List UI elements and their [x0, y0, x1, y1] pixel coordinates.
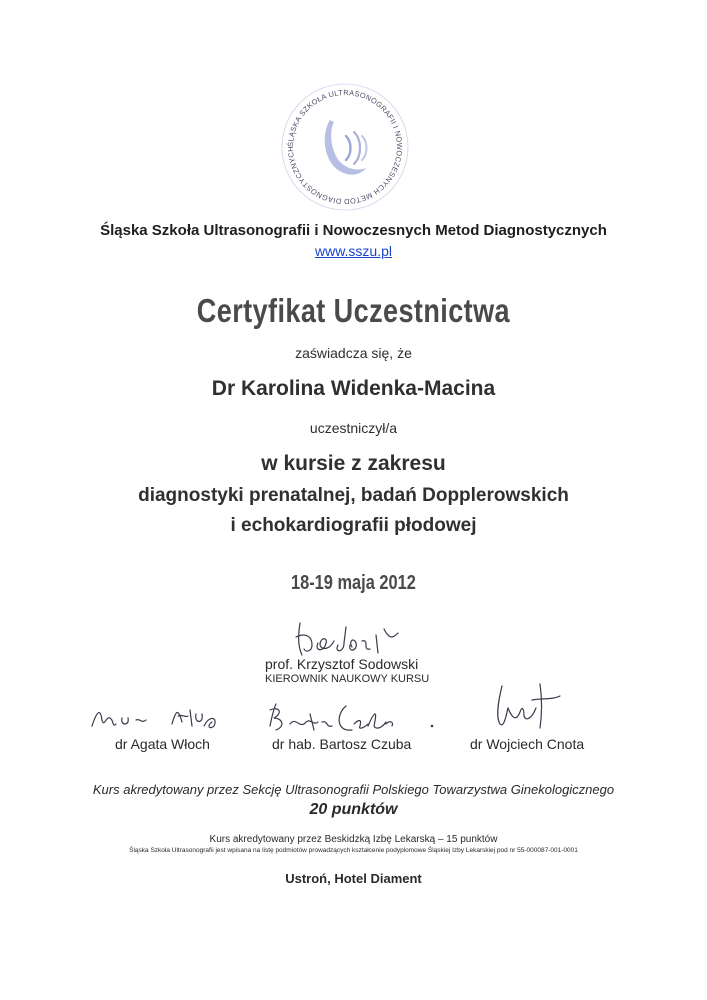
certificate-title: Certyfikat Uczestnictwa: [196, 292, 511, 329]
accreditation-points: 20 punktów: [309, 801, 398, 818]
head-signatory-name: prof. Krzysztof Sodowski: [265, 656, 419, 672]
accreditation-text: Kurs akredytowany przez Sekcję Ultrasonografii Polskiego Towarzystwa Ginekologicznego: [92, 782, 615, 797]
signatory-middle-name: dr hab. Bartosz Czuba: [272, 736, 412, 752]
course-location: Ustroń, Hotel Diament: [285, 871, 422, 886]
head-signatory-role: KIEROWNIK NAUKOWY KURSU: [265, 673, 430, 685]
signature-wloch: [86, 696, 226, 736]
signatory-left-name: dr Agata Włoch: [115, 736, 210, 752]
recipient-name: Dr Karolina Widenka-Macina: [211, 377, 496, 400]
school-seal-logo: [278, 80, 412, 214]
seal-outer-ring: [282, 84, 408, 210]
course-line-1: w kursie z zakresu: [261, 452, 446, 475]
school-website-link[interactable]: www.sszu.pl: [314, 243, 393, 259]
signatory-right-name: dr Wojciech Cnota: [470, 736, 585, 752]
seal-wave-arc-3: [362, 136, 367, 160]
course-line-3: i echokardiografii płodowej: [230, 515, 477, 536]
school-name: Śląska Szkoła Ultrasonografii i Nowoczesnych Metod Diagnostycznych: [100, 222, 607, 239]
course-line-2: diagnostyki prenatalnej, badań Dopplerowskich: [138, 485, 569, 506]
seal-wave-arc-2: [354, 132, 360, 164]
chamber-accreditation-text: Kurs akredytowany przez Beskidzką Izbę Lekarską – 15 punktów: [209, 834, 498, 845]
course-date: 18-19 maja 2012: [290, 572, 416, 594]
certifies-that-text: zaświadcza się, że: [295, 345, 412, 361]
register-note: Śląska Szkoła Ultrasonografii jest wpisana na listę podmiotów prowadzących kształcenie podyplomowe Śląskiej Izby Lekarskiej pod nr 55-000087-001-0001: [129, 847, 578, 854]
signature-czuba: [262, 696, 437, 740]
seal-wave-arc-1: [346, 136, 351, 160]
participated-text: uczestniczył/a: [309, 420, 398, 436]
signature-cnota: [486, 678, 566, 736]
seal-ring-text: ŚLĄSKA SZKOŁA ULTRASONOGRAFII I NOWOCZESNYCH METOD DIAGNOSTYCZNYCH: [285, 87, 405, 207]
